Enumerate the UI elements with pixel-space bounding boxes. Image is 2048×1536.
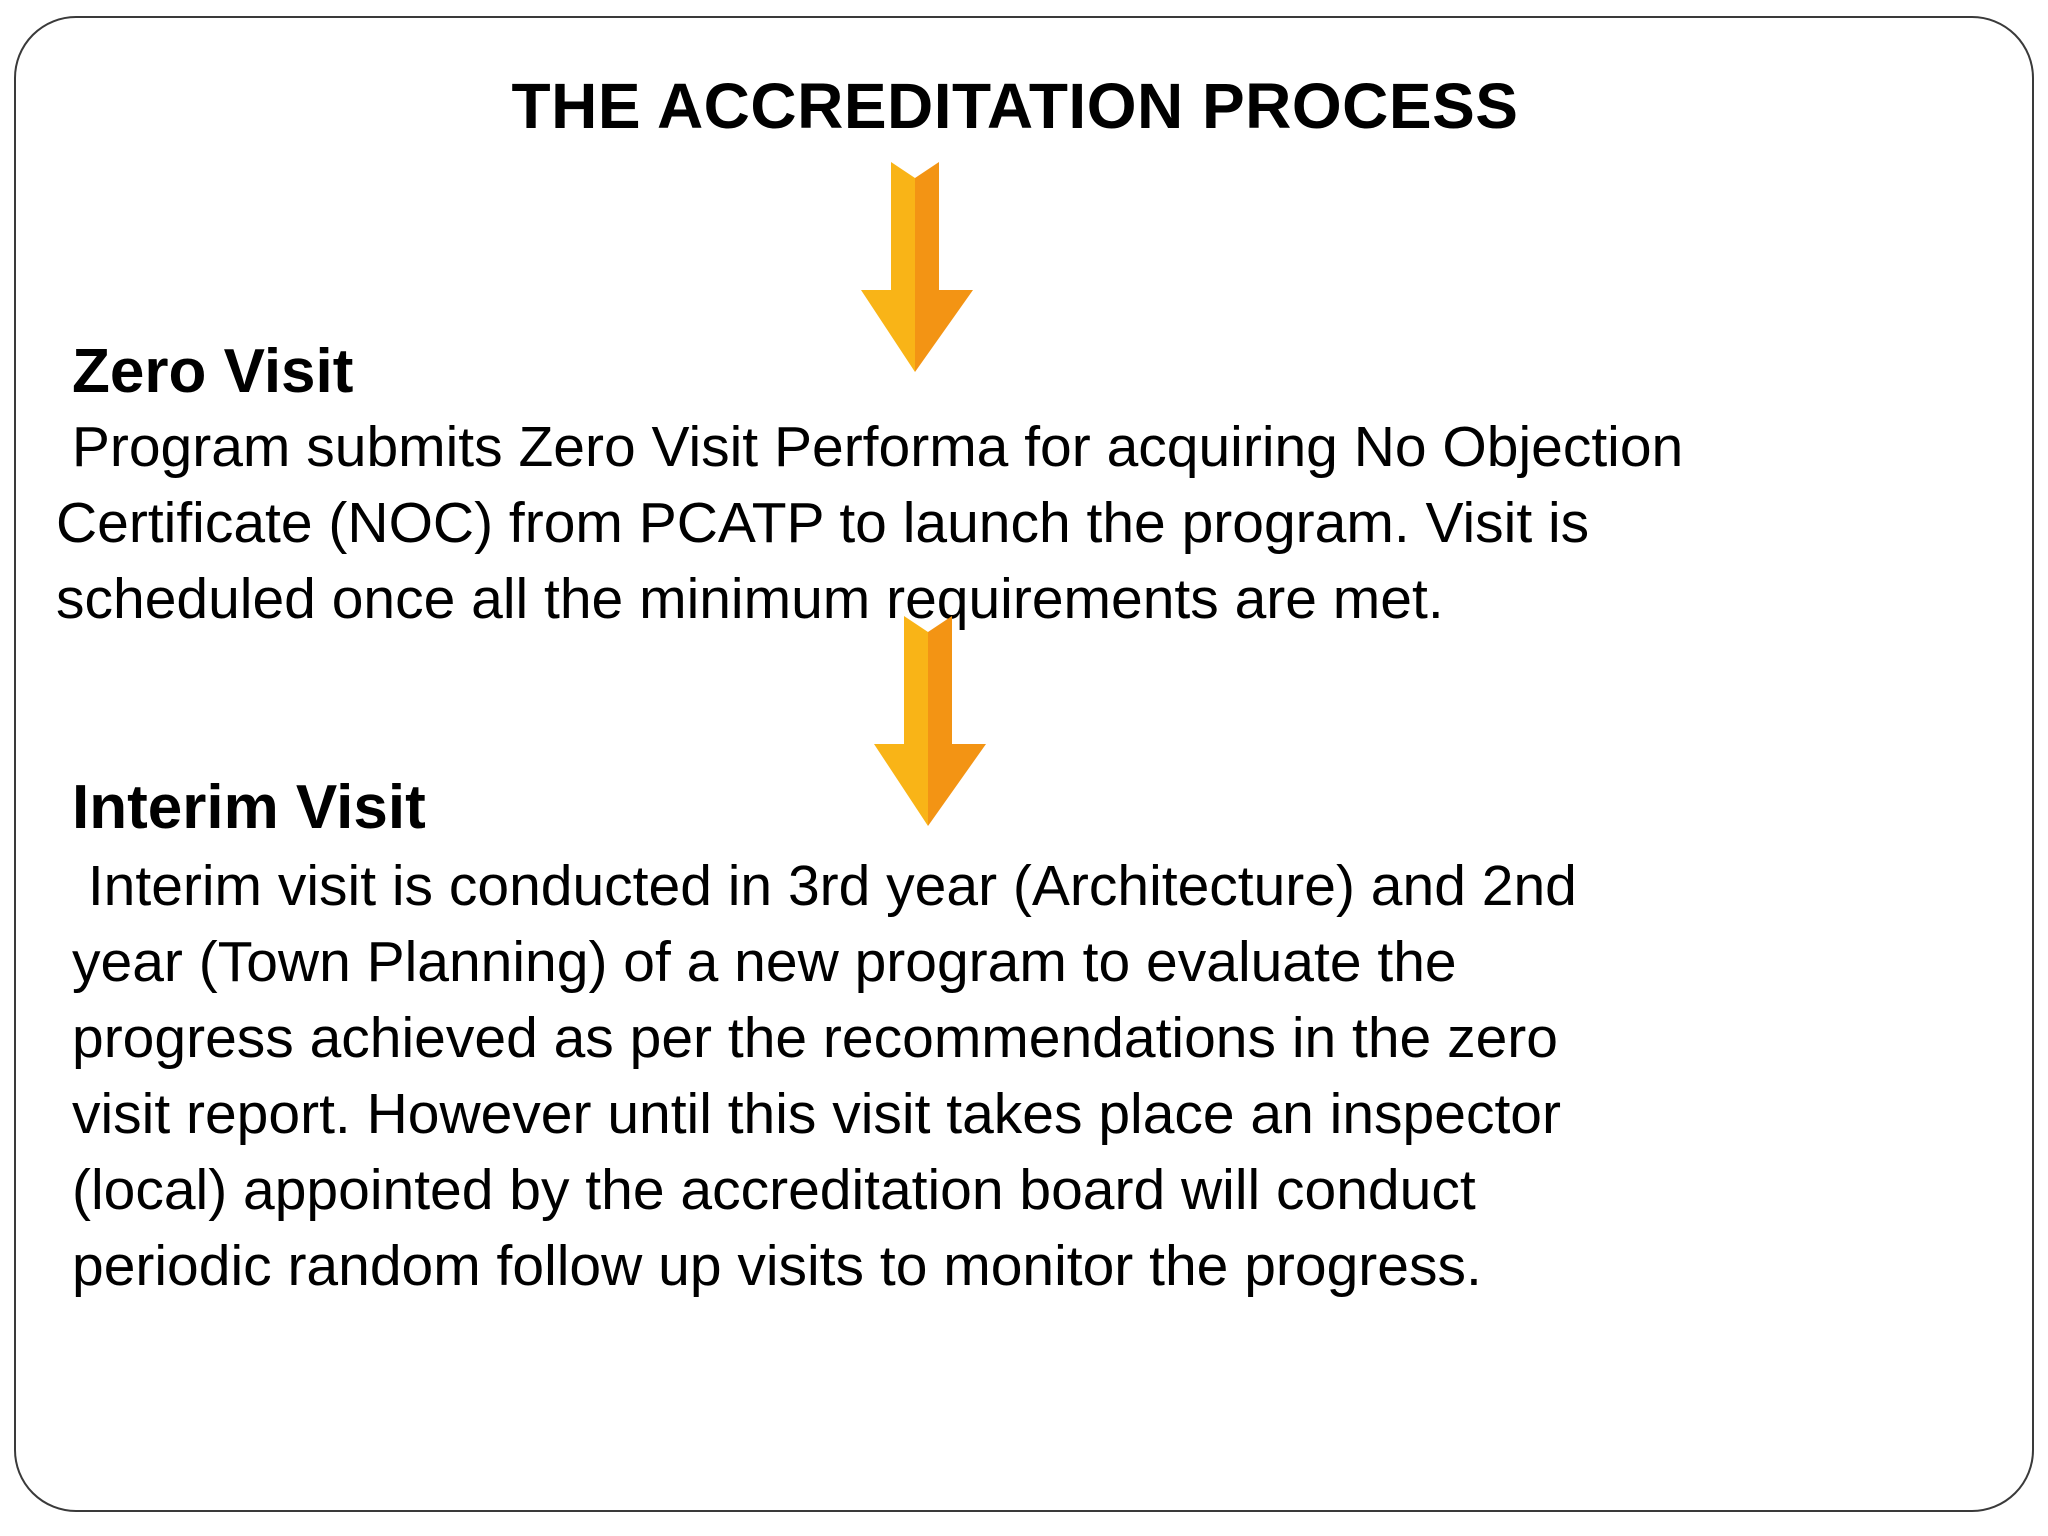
down-arrow-icon (855, 160, 979, 376)
interim-visit-line-5: (local) appointed by the accreditation board will conduct (72, 1158, 1476, 1222)
zero-visit-line-3: scheduled once all the minimum requirements are met. (56, 567, 1444, 631)
zero-visit-heading: Zero Visit (72, 337, 354, 406)
interim-visit-line-3: progress achieved as per the recommendations in the zero (72, 1006, 1558, 1070)
zero-visit-line-2: Certificate (NOC) from PCATP to launch the program. Visit is (56, 491, 1590, 555)
zero-visit-line-1: Program submits Zero Visit Performa for acquiring No Objection (56, 415, 1684, 479)
interim-visit-line-4: visit report. However until this visit takes place an inspector (72, 1082, 1561, 1146)
down-arrow-icon (868, 614, 992, 830)
interim-visit-line-2: year (Town Planning) of a new program to evaluate the (72, 930, 1457, 994)
interim-visit-heading: Interim Visit (72, 773, 426, 842)
interim-visit-line-6: periodic random follow up visits to monitor the progress. (72, 1234, 1482, 1298)
interim-visit-line-1: Interim visit is conducted in 3rd year (Architecture) and 2nd (72, 854, 1577, 918)
slide-title: THE ACCREDITATION PROCESS (511, 70, 1519, 142)
